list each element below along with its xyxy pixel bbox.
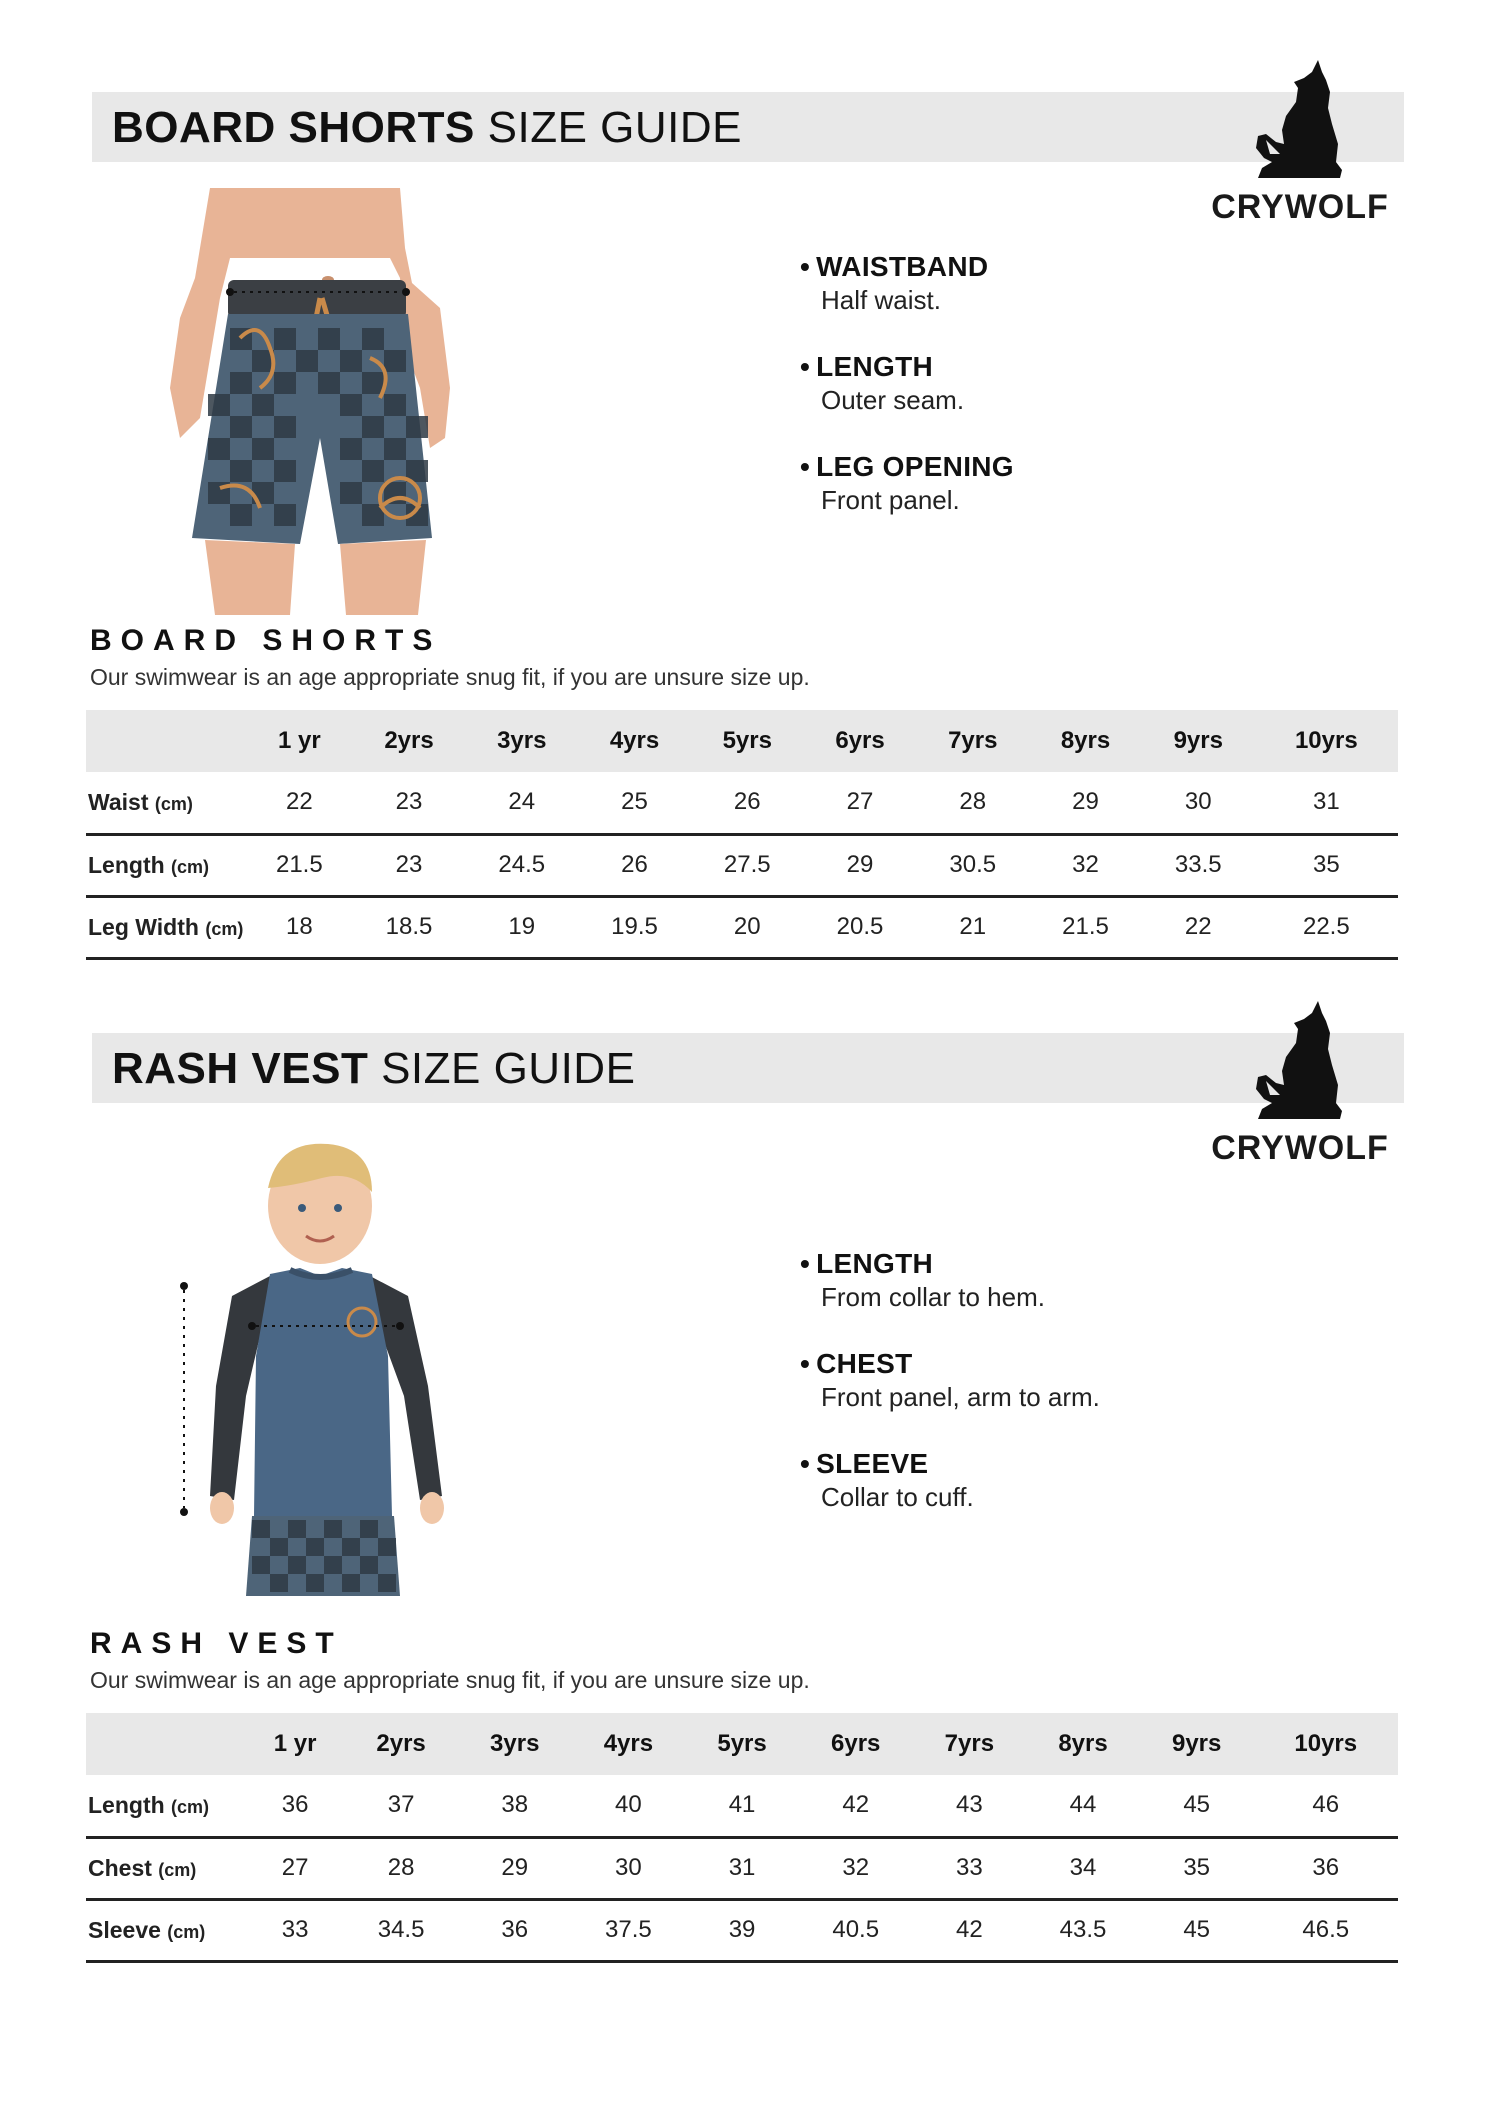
rash-vest-photo xyxy=(160,1136,520,1596)
note-waistband: • WAISTBAND Half waist. xyxy=(800,250,1014,316)
table-cell: 26 xyxy=(691,772,804,834)
column-header: 5yrs xyxy=(691,710,804,772)
table-cell: 40.5 xyxy=(799,1899,913,1961)
column-header: 10yrs xyxy=(1255,710,1398,772)
table-cell: 21 xyxy=(916,896,1029,958)
column-header: 1 yr xyxy=(246,710,353,772)
rash-vest-size-table xyxy=(86,1713,1398,1963)
note-title: WAISTBAND xyxy=(816,251,989,282)
table-cell: 42 xyxy=(799,1775,913,1837)
table-cell: 37 xyxy=(344,1775,458,1837)
column-header: 7yrs xyxy=(916,710,1029,772)
wolf-howling-icon xyxy=(1252,999,1348,1121)
note-chest: • CHEST Front panel, arm to arm. xyxy=(800,1348,1100,1412)
table-row xyxy=(86,1837,1398,1899)
row-label: Length (cm) xyxy=(86,834,246,896)
table-cell: 22 xyxy=(246,772,353,834)
row-unit: (cm) xyxy=(154,793,193,814)
note-sleeve: • SLEEVE Collar to cuff. xyxy=(800,1447,1100,1513)
table-cell: 32 xyxy=(1029,834,1142,896)
table-note: Our swimwear is an age appropriate snug fit, if you are unsure size up. xyxy=(90,664,810,690)
table-cell: 34.5 xyxy=(344,1899,458,1961)
note-desc: Collar to cuff. xyxy=(821,1482,974,1512)
row-unit: (cm) xyxy=(158,1859,197,1880)
table-cell: 21.5 xyxy=(246,834,353,896)
table-row xyxy=(86,1775,1398,1837)
table-cell: 20.5 xyxy=(804,896,917,958)
column-header: 8yrs xyxy=(1029,710,1142,772)
table-cell: 24 xyxy=(465,772,578,834)
table-cell: 19.5 xyxy=(578,896,691,958)
brand-name: CRYWOLF xyxy=(1211,1129,1389,1167)
note-desc: Front panel. xyxy=(821,485,960,515)
table-cell: 18 xyxy=(246,896,353,958)
wolf-howling-icon xyxy=(1252,58,1348,180)
table-cell: 29 xyxy=(458,1837,572,1899)
table-row xyxy=(86,896,1398,958)
table-cell: 39 xyxy=(685,1899,799,1961)
table-row xyxy=(86,772,1398,834)
table-cell: 46 xyxy=(1254,1775,1398,1837)
table-cell: 34 xyxy=(1026,1837,1140,1899)
table-cell: 36 xyxy=(246,1775,344,1837)
column-header: 4yrs xyxy=(578,710,691,772)
header-corner xyxy=(86,1713,246,1775)
note-title: CHEST xyxy=(816,1348,913,1379)
row-unit: (cm) xyxy=(171,856,210,877)
table-header-row xyxy=(86,1713,1398,1775)
column-header: 1 yr xyxy=(246,1713,344,1775)
section-title xyxy=(112,1041,635,1097)
table-cell: 29 xyxy=(804,834,917,896)
table-cell: 38 xyxy=(458,1775,572,1837)
table-cell: 35 xyxy=(1255,834,1398,896)
note-title: LENGTH xyxy=(816,351,934,382)
column-header: 2yrs xyxy=(353,710,466,772)
section-title-bold: RASH VEST xyxy=(112,1044,369,1093)
row-unit: (cm) xyxy=(171,1796,210,1817)
column-header: 3yrs xyxy=(458,1713,572,1775)
table-cell: 35 xyxy=(1140,1837,1254,1899)
column-header: 6yrs xyxy=(804,710,917,772)
table-heading: BOARD SHORTS xyxy=(90,624,442,657)
table-cell: 23 xyxy=(353,772,466,834)
table-cell: 22.5 xyxy=(1255,896,1398,958)
table-cell: 43.5 xyxy=(1026,1899,1140,1961)
row-label: Waist (cm) xyxy=(86,772,246,834)
column-header: 4yrs xyxy=(572,1713,686,1775)
table-cell: 44 xyxy=(1026,1775,1140,1837)
table-heading: RASH VEST xyxy=(90,1627,343,1660)
table-cell: 30.5 xyxy=(916,834,1029,896)
table-cell: 27 xyxy=(246,1837,344,1899)
table-cell: 27 xyxy=(804,772,917,834)
table-cell: 32 xyxy=(799,1837,913,1899)
table-row xyxy=(86,834,1398,896)
table-cell: 26 xyxy=(578,834,691,896)
table-row xyxy=(86,1899,1398,1961)
table-cell: 28 xyxy=(916,772,1029,834)
column-header: 6yrs xyxy=(799,1713,913,1775)
row-unit: (cm) xyxy=(167,1921,206,1942)
note-desc: Front panel, arm to arm. xyxy=(821,1382,1100,1412)
note-length: • LENGTH Outer seam. xyxy=(800,350,1014,416)
table-cell: 18.5 xyxy=(353,896,466,958)
table-cell: 45 xyxy=(1140,1775,1254,1837)
table-cell: 33 xyxy=(913,1837,1027,1899)
note-desc: Outer seam. xyxy=(821,385,965,415)
row-unit: (cm) xyxy=(205,918,244,939)
table-cell: 30 xyxy=(572,1837,686,1899)
column-header: 10yrs xyxy=(1254,1713,1398,1775)
column-header: 9yrs xyxy=(1142,710,1255,772)
table-header-row xyxy=(86,710,1398,772)
measurement-notes xyxy=(800,250,1014,550)
section-title-rest: SIZE GUIDE xyxy=(487,103,743,152)
table-cell: 33.5 xyxy=(1142,834,1255,896)
table-cell: 20 xyxy=(691,896,804,958)
table-cell: 42 xyxy=(913,1899,1027,1961)
note-length: • LENGTH From collar to hem. xyxy=(800,1247,1100,1313)
table-cell: 19 xyxy=(465,896,578,958)
row-label: Leg Width (cm) xyxy=(86,896,246,958)
column-header: 9yrs xyxy=(1140,1713,1254,1775)
table-note: Our swimwear is an age appropriate snug fit, if you are unsure size up. xyxy=(90,1667,810,1693)
section-title-bold: BOARD SHORTS xyxy=(112,103,475,152)
table-cell: 33 xyxy=(246,1899,344,1961)
column-header: 7yrs xyxy=(913,1713,1027,1775)
table-cell: 45 xyxy=(1140,1899,1254,1961)
section-title-rest: SIZE GUIDE xyxy=(381,1044,636,1093)
board-shorts-size-table xyxy=(86,710,1398,960)
row-label: Length (cm) xyxy=(86,1775,246,1837)
section-title xyxy=(112,100,742,156)
table-cell: 21.5 xyxy=(1029,896,1142,958)
row-label: Chest (cm) xyxy=(86,1837,246,1899)
column-header: 3yrs xyxy=(465,710,578,772)
note-title: LENGTH xyxy=(816,1248,934,1279)
table-cell: 36 xyxy=(458,1899,572,1961)
table-cell: 37.5 xyxy=(572,1899,686,1961)
table-cell: 40 xyxy=(572,1775,686,1837)
note-desc: From collar to hem. xyxy=(821,1282,1045,1312)
table-cell: 22 xyxy=(1142,896,1255,958)
table-cell: 36 xyxy=(1254,1837,1398,1899)
column-header: 8yrs xyxy=(1026,1713,1140,1775)
table-cell: 43 xyxy=(913,1775,1027,1837)
column-header: 2yrs xyxy=(344,1713,458,1775)
note-desc: Half waist. xyxy=(821,285,941,315)
table-cell: 23 xyxy=(353,834,466,896)
header-corner xyxy=(86,710,246,772)
table-cell: 27.5 xyxy=(691,834,804,896)
board-shorts-photo xyxy=(150,188,510,615)
table-cell: 31 xyxy=(685,1837,799,1899)
table-cell: 25 xyxy=(578,772,691,834)
brand-name: CRYWOLF xyxy=(1211,188,1389,226)
row-label: Sleeve (cm) xyxy=(86,1899,246,1961)
measurement-notes xyxy=(800,1247,1100,1547)
brand-logo xyxy=(1210,999,1390,1169)
note-leg-opening: • LEG OPENING Front panel. xyxy=(800,451,1014,515)
note-title: SLEEVE xyxy=(816,1448,929,1479)
table-cell: 30 xyxy=(1142,772,1255,834)
table-cell: 24.5 xyxy=(465,834,578,896)
column-header: 5yrs xyxy=(685,1713,799,1775)
brand-logo xyxy=(1210,58,1390,228)
table-cell: 28 xyxy=(344,1837,458,1899)
table-cell: 29 xyxy=(1029,772,1142,834)
table-cell: 46.5 xyxy=(1254,1899,1398,1961)
note-title: LEG OPENING xyxy=(816,451,1014,482)
table-cell: 41 xyxy=(685,1775,799,1837)
table-cell: 31 xyxy=(1255,772,1398,834)
